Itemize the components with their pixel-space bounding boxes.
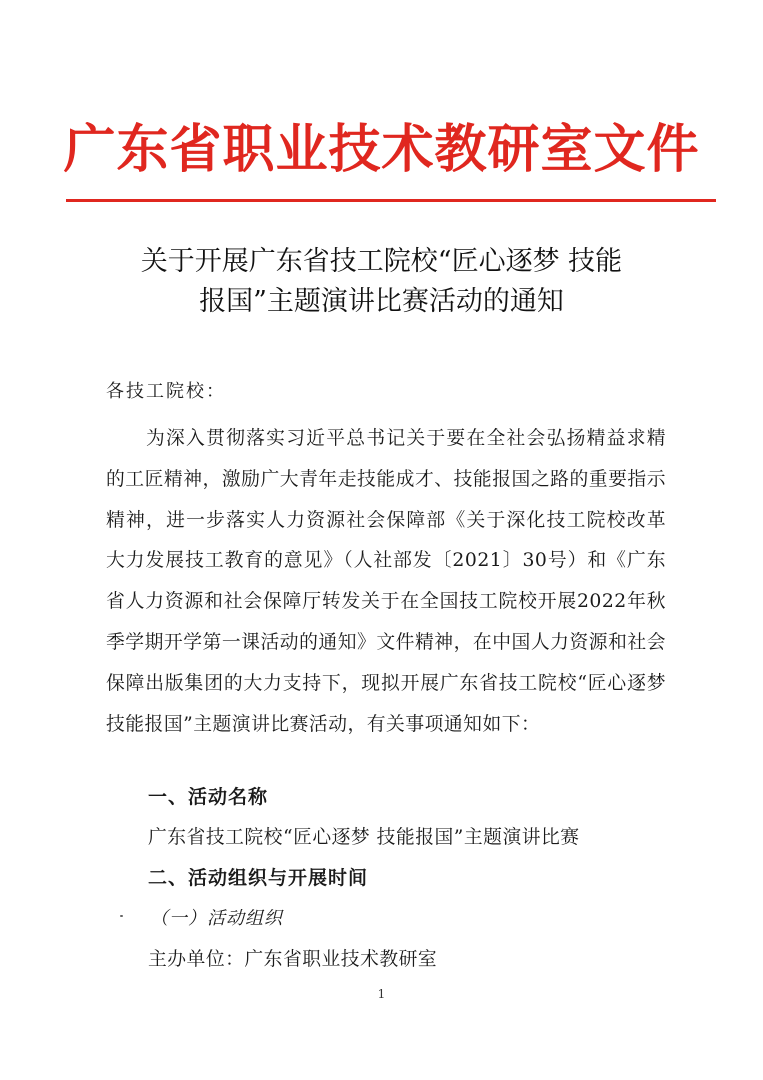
title-line-2: 报国”主题演讲比赛活动的通知 xyxy=(199,286,564,317)
intro-paragraph: 为深入贯彻落实习近平总书记关于要在全社会弘扬精益求精的工匠精神，激励广大青年走技能成才、技能报国之路的重要指示精神，进一步落实人力资源社会保障部《关于深化技工院校改革 大力发展技工教育的意见》（人社部发〔2021〕30号）和《广东省人力资源和社会保障厅转发关于在全国技工院校开展2022年秋季学期开学第一课活动的通知》文件精神，在中国人力资源和社会保障出版集团的大力支持下，现拟开展广东省技工院校“匠心逐梦 技能报国”主题演讲比赛活动，有关事项通知如下： xyxy=(106,428,666,735)
host-unit-text: 主办单位：广东省职业技术教研室 xyxy=(148,949,438,970)
document-title xyxy=(90,242,673,322)
section-2-subheading-1: （一）活动组织 xyxy=(150,908,283,929)
issuer-header: 广东省职业技术教研室文件 xyxy=(63,119,700,180)
page-number: 1 xyxy=(377,987,386,1001)
scan-speck xyxy=(120,915,123,917)
section-2-heading: 二、活动组织与开展时间 xyxy=(148,867,369,889)
red-divider-line xyxy=(66,199,716,202)
section-1-text: 广东省技工院校“匠心逐梦 技能报国”主题演讲比赛 xyxy=(148,827,580,848)
section-1-heading: 一、活动名称 xyxy=(148,786,269,808)
title-line-1: 关于开展广东省技工院校“匠心逐梦 技能 xyxy=(140,246,623,277)
salutation: 各技工院校： xyxy=(106,381,226,402)
